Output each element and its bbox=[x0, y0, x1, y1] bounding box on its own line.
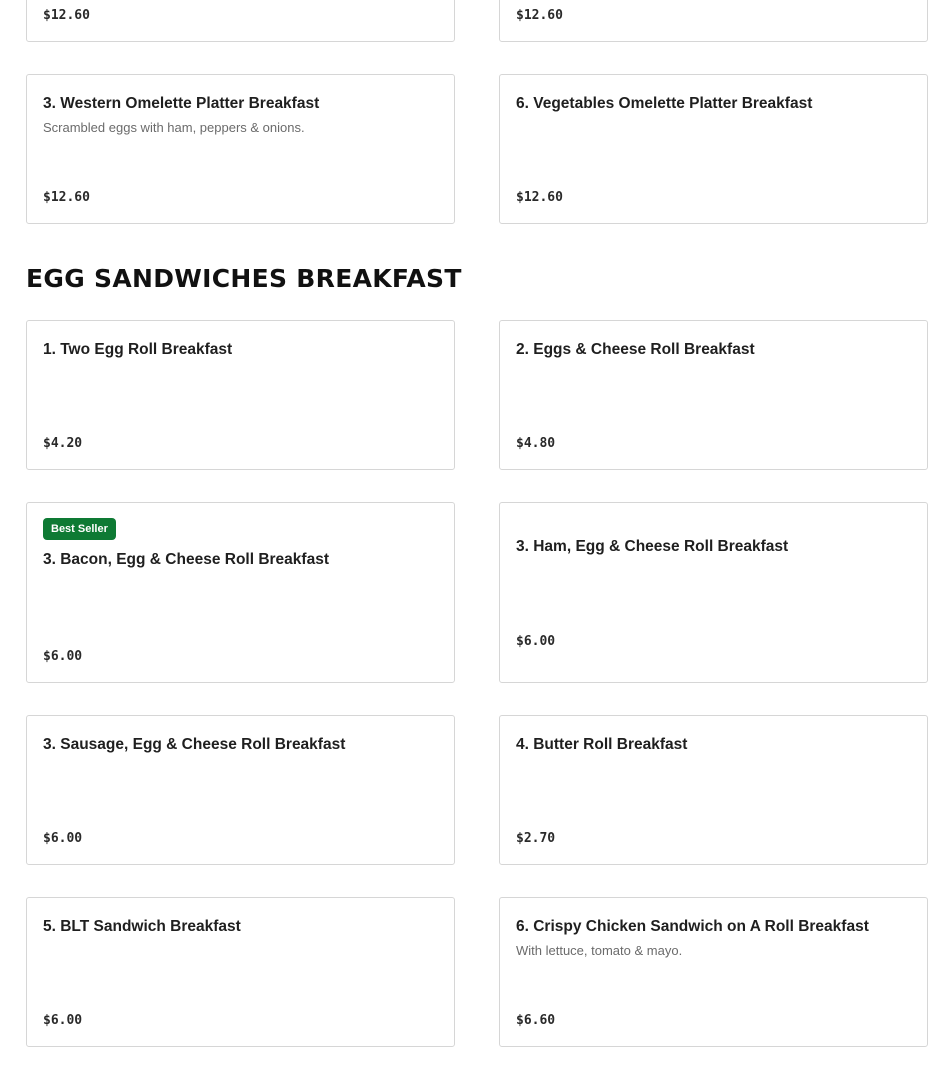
menu-item-card[interactable] bbox=[26, 715, 455, 865]
menu-item-card[interactable] bbox=[26, 897, 455, 1047]
item-price: $2.70 bbox=[516, 831, 556, 846]
item-price: $12.60 bbox=[43, 190, 90, 205]
item-price: $6.60 bbox=[516, 1013, 556, 1028]
section-title: EGG SANDWICHES BREAKFAST bbox=[26, 264, 462, 293]
menu-item-card[interactable] bbox=[26, 502, 455, 683]
item-name: 2. Eggs & Cheese Roll Breakfast bbox=[516, 341, 755, 358]
item-price: $4.20 bbox=[43, 436, 83, 451]
item-name: 3. Sausage, Egg & Cheese Roll Breakfast bbox=[43, 736, 346, 753]
item-name: 6. Crispy Chicken Sandwich on A Roll Breakfast bbox=[516, 918, 869, 935]
item-price: $6.00 bbox=[43, 1013, 83, 1028]
menu-item-card[interactable] bbox=[499, 502, 928, 683]
menu-item-card-western-omelette[interactable] bbox=[26, 74, 455, 224]
item-description: With lettuce, tomato & mayo. bbox=[516, 943, 683, 958]
item-price: $6.00 bbox=[516, 634, 556, 649]
menu-item-card[interactable] bbox=[26, 320, 455, 470]
item-price: $6.00 bbox=[43, 831, 83, 846]
menu-item-card[interactable] bbox=[26, 0, 455, 42]
item-name: 3. Bacon, Egg & Cheese Roll Breakfast bbox=[43, 551, 329, 568]
menu-item-card[interactable] bbox=[499, 715, 928, 865]
item-name: 1. Two Egg Roll Breakfast bbox=[43, 341, 233, 358]
item-name: 4. Butter Roll Breakfast bbox=[516, 736, 688, 753]
item-name: 6. Vegetables Omelette Platter Breakfast bbox=[516, 95, 813, 112]
item-name: 3. Ham, Egg & Cheese Roll Breakfast bbox=[516, 538, 789, 555]
item-price: $12.60 bbox=[516, 190, 563, 205]
item-price: $12.60 bbox=[43, 8, 90, 23]
item-price: $6.00 bbox=[43, 649, 83, 664]
menu-item-card[interactable] bbox=[499, 0, 928, 42]
menu-item-card-vegetables-omelette[interactable] bbox=[499, 74, 928, 224]
item-name: 3. Western Omelette Platter Breakfast bbox=[43, 95, 320, 112]
item-description: Scrambled eggs with ham, peppers & onions. bbox=[43, 120, 305, 135]
item-price: $12.60 bbox=[516, 8, 563, 23]
menu-item-card[interactable] bbox=[499, 320, 928, 470]
item-price: $4.80 bbox=[516, 436, 556, 451]
item-name: 5. BLT Sandwich Breakfast bbox=[43, 918, 241, 935]
menu-item-card[interactable] bbox=[499, 897, 928, 1047]
best-seller-badge: Best Seller bbox=[43, 518, 116, 540]
